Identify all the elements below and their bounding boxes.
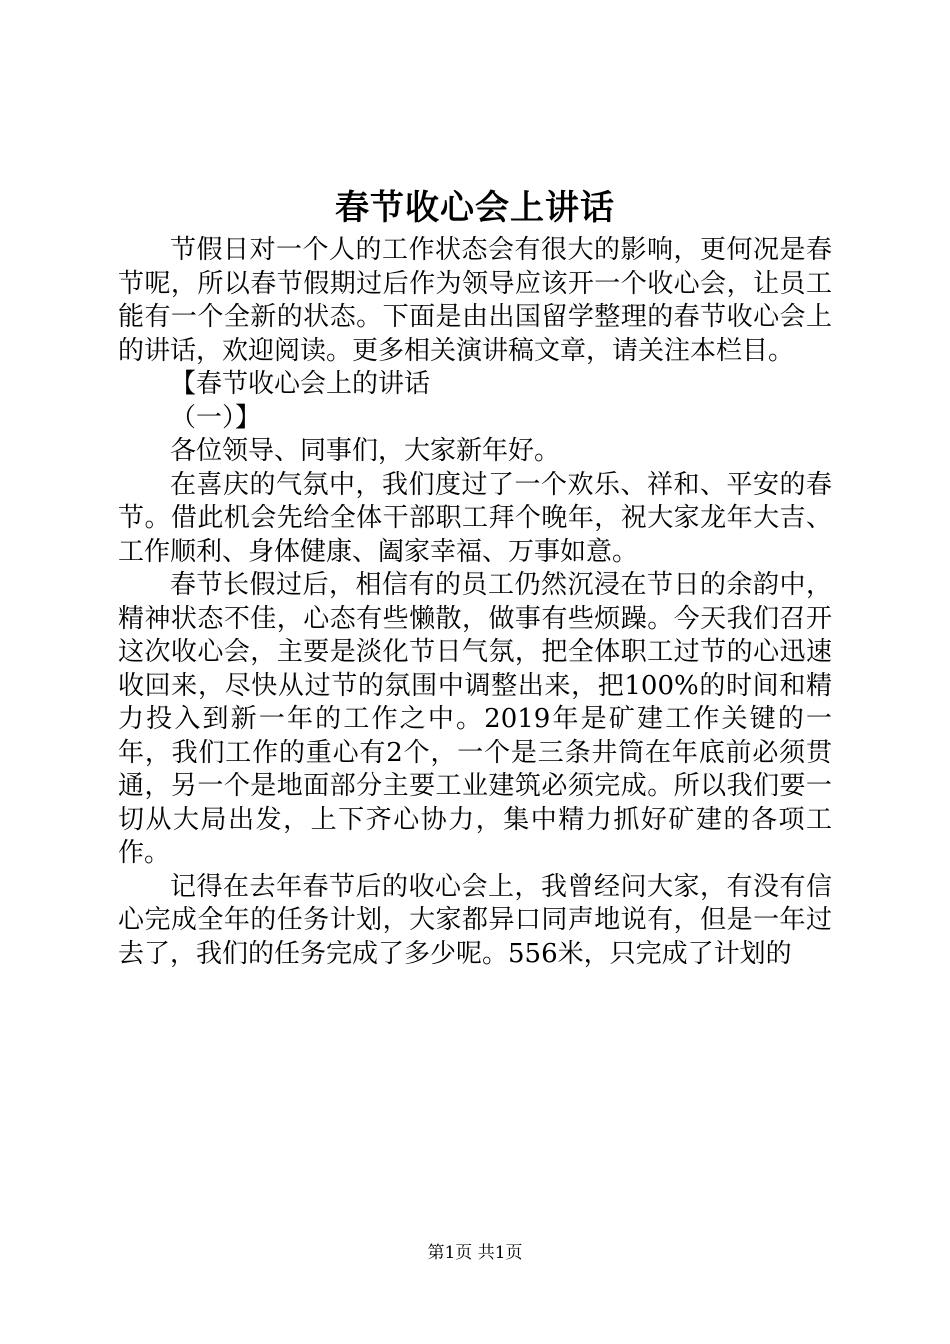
paragraph-section-number: （一）】 — [170, 402, 262, 433]
paragraph-section-heading: 【春节收心会上的讲话 — [170, 369, 431, 399]
paragraph-greeting: 各位领导、同事们，大家新年好。 — [170, 436, 561, 466]
paragraph-intro: 节假日对一个人的工作状态会有很大的影响，更何况是春节呢，所以春节假期过后作为领导应该开一个收心会，让员工能有一个全新的状态。下面是由出国留学整理的春节收心会上的讲话，欢迎阅读。更多相关演讲稿文章，请关注本栏目。 — [118, 235, 832, 366]
document-title: 春节收心会上讲话 — [335, 188, 615, 228]
paragraph-work-focus: 春节长假过后，相信有的员工仍然沉浸在节日的余韵中，精神状态不佳，心态有些懒散，做事有些烦躁。今天我们召开这次收心会，主要是淡化节日气氛，把全体职工过节的心迅速收回来，尽快从过节的氛围中调整出来，把100%的时间和精力投入到新一年的工作之中。2019年是矿建工作关键的一年，我们工作的重心有2个，一个是三条井筒在年底前必须贯通，另一个是地面部分主要工业建筑必须完成。所以我们要一切从大局出发，上下齐心协力，集中精力抓好矿建的各项工作。 — [118, 570, 832, 868]
paragraph-new-year-wishes: 在喜庆的气氛中，我们度过了一个欢乐、祥和、平安的春节。借此机会先给全体干部职工拜个晚年，祝大家龙年大吉、工作顺利、身体健康、阖家幸福、万事如意。 — [118, 469, 832, 567]
paragraph-last-year-review: 记得在去年春节后的收心会上，我曾经问大家，有没有信心完成全年的任务计划，大家都异口同声地说有，但是一年过去了，我们的任务完成了多少呢。556米，只完成了计划的 — [118, 871, 832, 969]
page-footer: 第1页 共1页 — [427, 1243, 523, 1263]
document-body — [118, 234, 832, 971]
